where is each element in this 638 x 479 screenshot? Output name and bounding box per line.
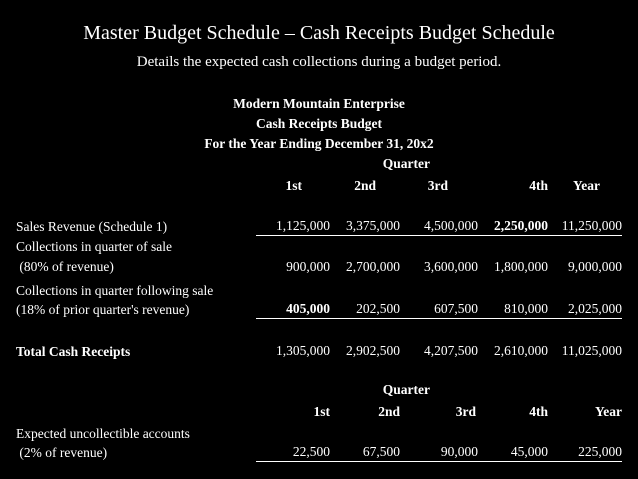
row-underline (256, 461, 622, 462)
cell-year: 11,250,000 (561, 218, 622, 233)
cell-year: 11,025,000 (561, 343, 622, 358)
cell-q4: 45,000 (510, 444, 548, 459)
cell-q2: 202,500 (356, 301, 400, 316)
col-header-3rd: 3rd (455, 404, 476, 419)
report-period: For the Year Ending December 31, 20x2 (204, 136, 434, 151)
cell-q4: 1,800,000 (494, 259, 548, 274)
cell-q3: 607,500 (434, 301, 478, 316)
cell-year: 225,000 (578, 444, 622, 459)
cell-q1: 900,000 (286, 259, 330, 274)
slide-subtitle: Details the expected cash collections during a budget period. (136, 54, 502, 70)
col-header-4th: 4th (529, 178, 548, 193)
col-header-3rd: 3rd (427, 178, 448, 193)
col-header-2nd: 2nd (354, 178, 376, 193)
row-label-total: Total Cash Receipts (16, 344, 131, 359)
cell-q3: 90,000 (440, 444, 478, 459)
col-header-1st: 1st (313, 404, 330, 419)
slide-title: Master Budget Schedule – Cash Receipts Budget Schedule (83, 22, 555, 44)
row-label-line1: Collections in quarter following sale (16, 283, 214, 298)
row-label-line2: (80% of revenue) (16, 259, 114, 274)
cell-q4: 2,250,000 (494, 218, 548, 233)
cell-q1: 22,500 (292, 444, 330, 459)
row-underline (256, 318, 622, 319)
col-header-1st: 1st (285, 178, 302, 193)
quarter-group-header: Quarter (382, 382, 430, 397)
cell-q1: 1,125,000 (276, 218, 330, 233)
cell-q3: 4,500,000 (424, 218, 478, 233)
cell-q2: 2,700,000 (346, 259, 400, 274)
col-header-4th: 4th (529, 404, 548, 419)
cell-q2: 3,375,000 (346, 218, 400, 233)
cell-q2: 67,500 (362, 444, 400, 459)
row-label-line1: Expected uncollectible accounts (16, 426, 190, 441)
row-underline (256, 235, 622, 236)
row-label-line1: Collections in quarter of sale (16, 239, 172, 254)
cell-q3: 3,600,000 (424, 259, 478, 274)
cell-year: 2,025,000 (568, 301, 622, 316)
col-header-year: Year (573, 178, 600, 193)
cell-q1: 1,305,000 (276, 343, 330, 358)
quarter-group-header: Quarter (382, 156, 430, 171)
row-label: Sales Revenue (Schedule 1) (16, 219, 168, 234)
row-label-line2: (18% of prior quarter's revenue) (16, 302, 190, 317)
company-name: Modern Mountain Enterprise (233, 96, 405, 111)
cell-q2: 2,902,500 (346, 343, 400, 358)
cell-q3: 4,207,500 (424, 343, 478, 358)
row-label-line2: (2% of revenue) (16, 445, 108, 460)
cell-q4: 810,000 (504, 301, 548, 316)
cell-year: 9,000,000 (568, 259, 622, 274)
report-title: Cash Receipts Budget (255, 116, 382, 131)
cell-q4: 2,610,000 (494, 343, 548, 358)
cell-q1: 405,000 (286, 301, 330, 316)
col-header-2nd: 2nd (378, 404, 400, 419)
col-header-year: Year (595, 404, 622, 419)
